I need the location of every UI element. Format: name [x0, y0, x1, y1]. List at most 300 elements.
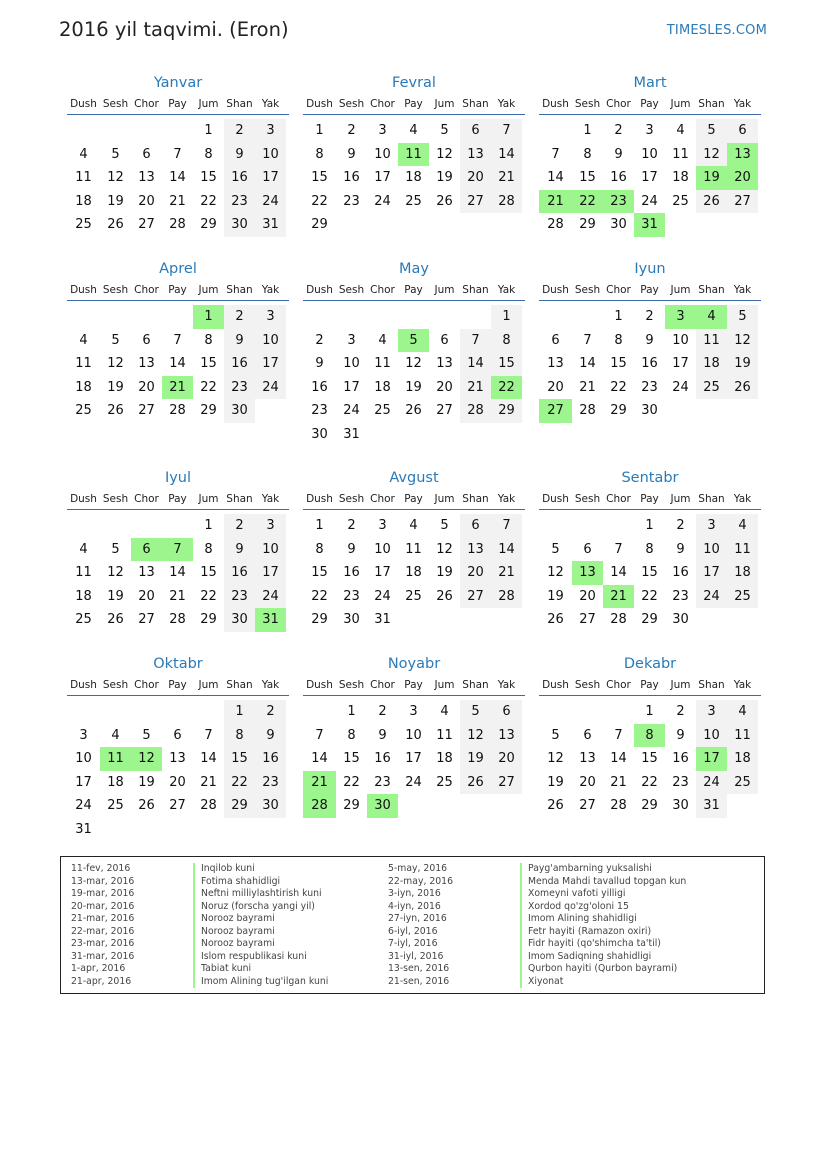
day-cell: 2: [347, 518, 356, 533]
month-name: Oktabr: [153, 656, 203, 672]
legend-holiday-name: Inqilob kuni: [193, 863, 328, 876]
day-cell: 16: [311, 379, 328, 395]
month-name: Aprel: [159, 261, 197, 277]
day-cell: 25: [727, 771, 758, 795]
day-cell: 28: [491, 190, 522, 214]
month-name: Avgust: [389, 470, 439, 486]
day-cell: 5: [142, 727, 151, 743]
day-cell: 18: [75, 588, 92, 604]
day-cell: 4: [727, 700, 758, 724]
day-cell: 1: [224, 700, 255, 724]
day-cell: 13: [579, 751, 596, 767]
day-cell: 20: [138, 588, 155, 604]
day-cell: 19: [107, 193, 124, 209]
weekday-label: Jum: [434, 493, 455, 505]
legend-date: 21-sen, 2016: [388, 975, 450, 987]
holiday-day-cell: 8: [634, 724, 665, 748]
holiday-day-cell: 21: [539, 190, 572, 214]
day-cell: 12: [107, 356, 124, 372]
month-name: Noyabr: [387, 656, 441, 672]
day-cell: 23: [672, 774, 689, 790]
day-cell: 31: [343, 426, 360, 442]
holiday-day-cell: 20: [727, 166, 758, 190]
weekday-label: Dush: [70, 679, 97, 691]
day-cell: 14: [460, 352, 491, 376]
day-cell: 25: [405, 193, 422, 209]
weekday-label: Shan: [462, 679, 489, 691]
weekday-label: Yak: [261, 679, 280, 691]
day-cell: 1: [315, 123, 324, 138]
day-cell: 21: [491, 561, 522, 585]
legend-date: 6-iyl, 2016: [388, 925, 438, 937]
day-cell: 27: [138, 217, 155, 233]
legend-names-left: [193, 863, 328, 988]
weekday-label: Sesh: [102, 284, 129, 296]
day-cell: 3: [378, 123, 387, 138]
day-cell: 31: [374, 612, 391, 628]
day-cell: 18: [405, 565, 422, 581]
legend-names-right: [520, 863, 686, 988]
holiday-legend: [60, 856, 765, 994]
day-cell: 21: [491, 166, 522, 190]
weekday-label: Sesh: [338, 98, 365, 110]
day-cell: 5: [111, 541, 120, 557]
day-cell: 3: [255, 305, 286, 329]
legend-date: 1-apr, 2016: [71, 963, 126, 974]
day-cell: 19: [727, 352, 758, 376]
day-cell: 1: [645, 704, 654, 719]
day-cell: 17: [255, 352, 286, 376]
day-cell: 19: [547, 588, 564, 604]
day-cell: 27: [169, 798, 186, 814]
weekday-label: Pay: [640, 679, 659, 691]
month-mart: [539, 71, 761, 237]
day-cell: 27: [727, 190, 758, 214]
weekday-header: [539, 281, 761, 301]
weekday-label: Shan: [226, 284, 253, 296]
day-cell: 10: [343, 356, 360, 372]
weekday-header: [303, 490, 525, 510]
day-cell: 2: [315, 332, 324, 348]
weekday-label: Sesh: [338, 679, 365, 691]
day-cell: 1: [204, 123, 213, 138]
day-cell: 27: [579, 798, 596, 814]
day-cell: 21: [460, 376, 491, 400]
day-cell: 23: [311, 403, 328, 419]
day-cell: 9: [347, 146, 356, 162]
day-cell: 1: [315, 518, 324, 533]
weekday-label: Pay: [640, 284, 659, 296]
day-cell: 24: [672, 379, 689, 395]
legend-holiday-name: Xiyonat: [520, 976, 686, 989]
weekday-label: Shan: [226, 493, 253, 505]
day-cell: 24: [405, 774, 422, 790]
day-cell: 16: [224, 352, 255, 376]
day-cell: 5: [460, 700, 491, 724]
day-cell: 17: [672, 356, 689, 372]
weekday-label: Yak: [497, 679, 516, 691]
day-cell: 30: [672, 612, 689, 628]
day-cell: 29: [641, 612, 658, 628]
day-cell: 26: [547, 798, 564, 814]
day-grid: [303, 700, 525, 818]
legend-holiday-name: Neftni milliylashtirish kuni: [193, 888, 328, 901]
weekday-header: [67, 676, 289, 696]
day-cell: 8: [491, 329, 522, 353]
day-cell: 6: [551, 332, 560, 348]
legend-holiday-name: Noruz (forscha yangi yil): [193, 901, 328, 914]
day-cell: 27: [460, 585, 491, 609]
day-cell: 20: [138, 379, 155, 395]
day-cell: 15: [311, 565, 328, 581]
day-cell: 6: [142, 332, 151, 348]
day-cell: 5: [111, 146, 120, 162]
day-cell: 8: [315, 541, 324, 557]
day-cell: 12: [696, 143, 727, 167]
legend-date: 20-mar, 2016: [71, 900, 135, 912]
day-cell: 25: [727, 585, 758, 609]
day-cell: 13: [491, 724, 522, 748]
weekday-label: Jum: [198, 679, 219, 691]
day-cell: 11: [75, 170, 92, 186]
day-cell: 26: [138, 798, 155, 814]
day-cell: 9: [315, 356, 324, 372]
weekday-label: Dush: [306, 679, 333, 691]
day-cell: 10: [374, 541, 391, 557]
legend-date: 13-sen, 2016: [388, 963, 450, 974]
day-cell: 26: [107, 403, 124, 419]
day-cell: 14: [311, 751, 328, 767]
day-cell: 1: [614, 309, 623, 324]
day-grid: [67, 514, 289, 632]
day-cell: 10: [672, 332, 689, 348]
day-cell: 17: [374, 565, 391, 581]
day-cell: 5: [551, 541, 560, 557]
weekday-label: Yak: [733, 493, 752, 505]
legend-date: 21-mar, 2016: [71, 913, 135, 924]
weekday-label: Dush: [306, 98, 333, 110]
day-cell: 11: [696, 329, 727, 353]
weekday-label: Sesh: [574, 493, 601, 505]
day-cell: 23: [224, 190, 255, 214]
holiday-day-cell: 22: [491, 376, 522, 400]
day-cell: 24: [343, 403, 360, 419]
day-cell: 22: [641, 588, 658, 604]
day-cell: 24: [641, 193, 658, 209]
day-cell: 26: [107, 217, 124, 233]
day-cell: 3: [378, 518, 387, 533]
legend-date: 3-iyn, 2016: [388, 888, 441, 899]
weekday-label: Sesh: [574, 679, 601, 691]
weekday-label: Chor: [370, 98, 395, 110]
day-cell: 16: [374, 751, 391, 767]
day-cell: 13: [138, 565, 155, 581]
day-cell: 7: [460, 329, 491, 353]
day-cell: 28: [491, 585, 522, 609]
weekday-label: Pay: [168, 98, 187, 110]
weekday-label: Sesh: [574, 284, 601, 296]
weekday-label: Dush: [542, 679, 569, 691]
day-cell: 29: [200, 217, 217, 233]
day-cell: 9: [676, 727, 685, 743]
weekday-label: Sesh: [574, 98, 601, 110]
weekday-header: [539, 676, 761, 696]
day-cell: 22: [610, 379, 627, 395]
weekday-label: Chor: [370, 679, 395, 691]
day-cell: 22: [311, 193, 328, 209]
day-cell: 20: [169, 774, 186, 790]
day-cell: 22: [641, 774, 658, 790]
day-cell: 6: [583, 727, 592, 743]
day-grid: [539, 514, 761, 632]
day-cell: 2: [645, 309, 654, 324]
legend-holiday-name: Imom Alining tug'ilgan kuni: [193, 976, 328, 989]
day-cell: 25: [75, 403, 92, 419]
day-cell: 20: [579, 774, 596, 790]
holiday-day-cell: 30: [367, 794, 398, 818]
day-cell: 18: [696, 352, 727, 376]
day-cell: 27: [138, 403, 155, 419]
day-cell: 3: [255, 514, 286, 538]
day-cell: 3: [409, 704, 418, 719]
day-cell: 20: [460, 166, 491, 190]
day-cell: 2: [255, 700, 286, 724]
day-cell: 30: [224, 213, 255, 237]
weekday-label: Chor: [606, 284, 631, 296]
legend-holiday-name: Islom respublikasi kuni: [193, 951, 328, 964]
day-cell: 3: [347, 332, 356, 348]
day-cell: 1: [645, 518, 654, 533]
day-cell: 9: [255, 724, 286, 748]
day-cell: 24: [696, 585, 727, 609]
day-cell: 19: [436, 565, 453, 581]
day-cell: 6: [460, 119, 491, 143]
day-cell: 12: [727, 329, 758, 353]
legend-date: 21-apr, 2016: [71, 975, 132, 987]
day-cell: 26: [436, 193, 453, 209]
day-cell: 15: [610, 356, 627, 372]
day-cell: 19: [107, 588, 124, 604]
day-cell: 25: [696, 376, 727, 400]
weekday-header: [303, 95, 525, 115]
day-cell: 17: [641, 170, 658, 186]
legend-holiday-name: Xordod qo'zg'oloni 15: [520, 901, 686, 914]
weekday-label: Jum: [670, 493, 691, 505]
day-cell: 19: [405, 379, 422, 395]
weekday-label: Shan: [226, 679, 253, 691]
day-cell: 12: [436, 541, 453, 557]
weekday-label: Dush: [70, 493, 97, 505]
holiday-day-cell: 5: [398, 329, 429, 353]
day-cell: 21: [169, 193, 186, 209]
month-may: [303, 257, 525, 447]
day-cell: 9: [614, 146, 623, 162]
day-cell: 8: [614, 332, 623, 348]
day-cell: 18: [107, 774, 124, 790]
day-cell: 26: [727, 376, 758, 400]
day-cell: 4: [111, 727, 120, 743]
day-cell: 28: [610, 612, 627, 628]
day-cell: 2: [676, 518, 685, 533]
day-cell: 29: [311, 612, 328, 628]
day-cell: 25: [374, 403, 391, 419]
day-cell: 15: [311, 170, 328, 186]
day-grid: [67, 119, 289, 237]
day-cell: 8: [347, 727, 356, 743]
holiday-day-cell: 31: [634, 213, 665, 237]
weekday-label: Jum: [670, 98, 691, 110]
legend-date: 11-fev, 2016: [71, 863, 131, 874]
weekday-header: [539, 95, 761, 115]
month-fevral: [303, 71, 525, 237]
day-cell: 10: [255, 329, 286, 353]
weekday-label: Dush: [542, 98, 569, 110]
day-cell: 5: [696, 119, 727, 143]
holiday-day-cell: 28: [303, 794, 336, 818]
day-cell: 5: [111, 332, 120, 348]
day-cell: 1: [347, 704, 356, 719]
day-cell: 30: [610, 217, 627, 233]
month-noyabr: [303, 652, 525, 818]
day-cell: 21: [610, 774, 627, 790]
legend-holiday-name: Qurbon hayiti (Qurbon bayrami): [520, 963, 686, 976]
day-cell: 24: [374, 588, 391, 604]
day-cell: 27: [579, 612, 596, 628]
day-cell: 16: [610, 170, 627, 186]
weekday-label: Shan: [462, 284, 489, 296]
day-cell: 8: [224, 724, 255, 748]
day-cell: 18: [727, 561, 758, 585]
legend-date: 19-mar, 2016: [71, 888, 135, 899]
day-cell: 15: [200, 356, 217, 372]
day-cell: 26: [436, 588, 453, 604]
day-grid: [67, 700, 289, 842]
legend-holiday-name: Tabiat kuni: [193, 963, 328, 976]
day-cell: 1: [491, 305, 522, 329]
weekday-label: Pay: [404, 493, 423, 505]
weekday-label: Dush: [70, 98, 97, 110]
weekday-label: Pay: [404, 284, 423, 296]
day-cell: 14: [169, 170, 186, 186]
day-cell: 15: [641, 565, 658, 581]
day-cell: 7: [491, 119, 522, 143]
weekday-label: Shan: [698, 493, 725, 505]
holiday-day-cell: 19: [696, 166, 727, 190]
day-cell: 5: [440, 518, 449, 533]
weekday-label: Jum: [670, 284, 691, 296]
month-name: Iyul: [164, 470, 192, 486]
holiday-day-cell: 13: [727, 143, 758, 167]
day-cell: 30: [311, 426, 328, 442]
day-cell: 23: [224, 376, 255, 400]
day-cell: 26: [547, 612, 564, 628]
holiday-day-cell: 11: [100, 747, 131, 771]
day-cell: 13: [169, 751, 186, 767]
day-cell: 14: [579, 356, 596, 372]
weekday-label: Pay: [168, 679, 187, 691]
month-aprel: [67, 257, 289, 423]
weekday-label: Yak: [261, 98, 280, 110]
day-cell: 10: [696, 724, 727, 748]
day-cell: 22: [200, 588, 217, 604]
day-cell: 24: [374, 193, 391, 209]
day-cell: 2: [347, 123, 356, 138]
weekday-label: Chor: [606, 493, 631, 505]
weekday-label: Yak: [497, 493, 516, 505]
weekday-label: Dush: [70, 284, 97, 296]
day-cell: 14: [491, 143, 522, 167]
day-cell: 21: [579, 379, 596, 395]
day-grid: [539, 700, 761, 818]
legend-holiday-name: Fetr hayiti (Ramazon oxiri): [520, 926, 686, 939]
weekday-label: Pay: [404, 679, 423, 691]
day-cell: 29: [200, 403, 217, 419]
holiday-day-cell: 21: [303, 771, 336, 795]
weekday-label: Jum: [198, 284, 219, 296]
legend-date: 31-iyl, 2016: [388, 950, 444, 962]
day-cell: 25: [672, 193, 689, 209]
holiday-day-cell: 1: [193, 305, 224, 329]
day-cell: 7: [551, 146, 560, 162]
weekday-label: Yak: [733, 284, 752, 296]
day-cell: 14: [169, 356, 186, 372]
day-cell: 20: [138, 193, 155, 209]
day-cell: 6: [440, 332, 449, 348]
day-cell: 27: [436, 403, 453, 419]
day-cell: 20: [579, 588, 596, 604]
day-cell: 15: [200, 565, 217, 581]
day-cell: 23: [672, 588, 689, 604]
day-cell: 13: [460, 538, 491, 562]
day-cell: 11: [672, 146, 689, 162]
day-cell: 4: [409, 518, 418, 533]
day-cell: 23: [641, 379, 658, 395]
day-cell: 29: [200, 612, 217, 628]
weekday-header: [67, 95, 289, 115]
day-cell: 12: [547, 565, 564, 581]
weekday-label: Jum: [434, 98, 455, 110]
day-cell: 20: [436, 379, 453, 395]
day-cell: 20: [460, 561, 491, 585]
day-cell: 16: [672, 751, 689, 767]
site-link[interactable]: TIMESLES.COM: [666, 23, 767, 38]
day-cell: 2: [676, 704, 685, 719]
weekday-label: Dush: [306, 284, 333, 296]
weekday-label: Chor: [134, 493, 159, 505]
weekday-label: Chor: [606, 98, 631, 110]
weekday-label: Shan: [698, 679, 725, 691]
month-name: Sentabr: [621, 470, 679, 486]
day-cell: 26: [107, 612, 124, 628]
legend-date: 5-may, 2016: [388, 863, 448, 874]
day-cell: 9: [676, 541, 685, 557]
day-cell: 13: [436, 356, 453, 372]
day-cell: 24: [255, 376, 286, 400]
day-cell: 17: [696, 561, 727, 585]
holiday-day-cell: 12: [131, 747, 162, 771]
day-cell: 5: [727, 305, 758, 329]
day-cell: 28: [200, 798, 217, 814]
day-cell: 11: [405, 541, 422, 557]
weekday-label: Shan: [462, 493, 489, 505]
day-cell: 23: [255, 771, 286, 795]
day-cell: 8: [315, 146, 324, 162]
day-cell: 25: [436, 774, 453, 790]
day-cell: 8: [204, 146, 213, 162]
day-cell: 28: [460, 399, 491, 423]
day-cell: 20: [491, 747, 522, 771]
day-cell: 4: [409, 123, 418, 138]
